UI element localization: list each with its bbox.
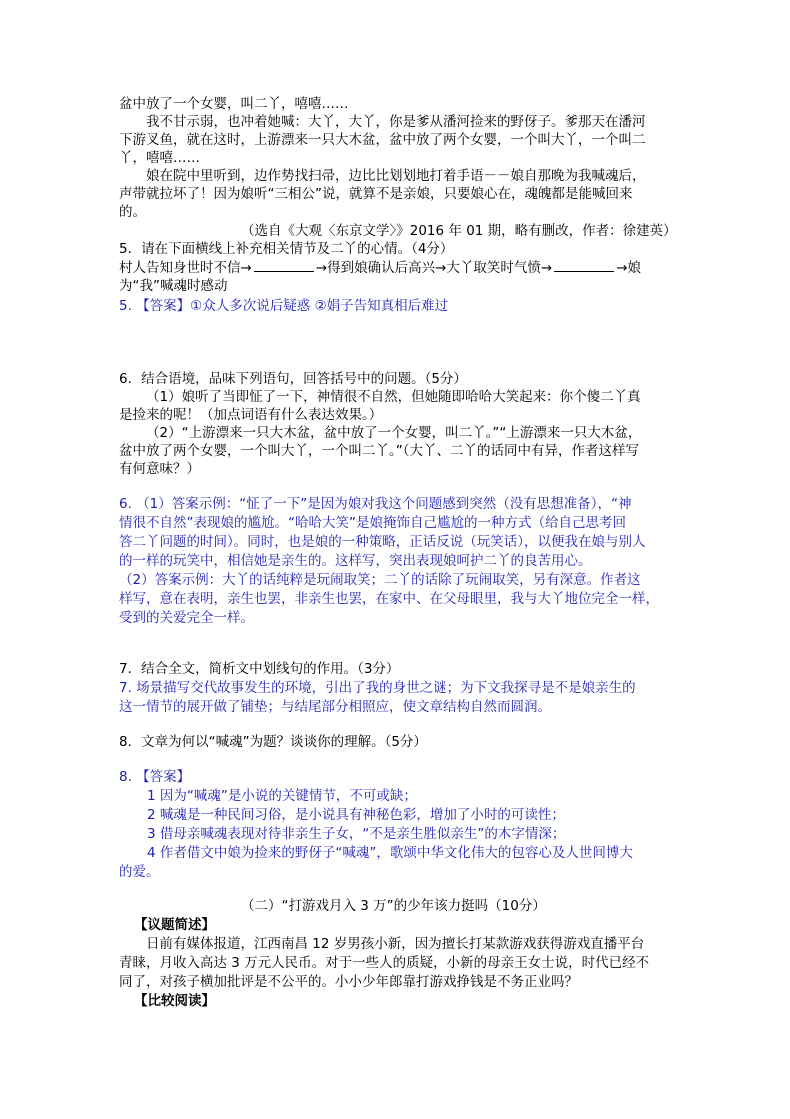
question-7-prompt: 7．结合全文，简析文中划线句的作用。（3分） <box>119 661 400 677</box>
section-2-intro: 日前有媒体报道，江西南昌 12 岁男孩小新，因为擅长打某款游戏获得游戏直播平台 <box>146 936 645 952</box>
question-6-answer: 的一样的玩笑中，相信她是亲生的。这样写，突出表现娘呵护二丫的良苦用心。 <box>119 553 592 569</box>
question-5-chain-end: 为“我”喊魂时感动 <box>119 278 228 294</box>
question-5-answer: 5. 【答案】①众人多次说后疑惑 ②娟子告知真相后难过 <box>119 298 449 314</box>
story-line: 娘在院中里听到，边作势找扫帚，边比比划划地打着手语－－娘自那晚为我喊魂后， <box>146 168 646 184</box>
question-6-sentence: 是捡来的呢！（加点词语有什么表达效果。） <box>119 407 383 423</box>
question-8-answer-item: 3 借母亲喊魂表现对待非亲生子女，“不是亲生胜似亲生”的木字情深； <box>147 826 566 842</box>
section-2-intro-label: 【议题简述】 <box>134 917 215 933</box>
section-2-compare-label: 【比较阅读】 <box>134 993 215 1009</box>
story-line: 声带就拉坏了！因为娘听“三相公”说，就算不是亲娘，只要娘心在，魂魄都是能喊回来 <box>119 186 633 202</box>
section-2-intro: 同了，对孩子横加批评是不公平的。小小少年郎靠打游戏挣钱是不务正业吗？ <box>119 974 578 990</box>
story-source: （选自《大观〈东京文学〉》2016 年 01 期，略有删改，作者：徐建英） <box>241 223 677 239</box>
story-line: 下游叉鱼，就在这时，上游漂来一只大木盆，盆中放了两个女婴，一个叫大丫，一个叫二 <box>119 132 646 148</box>
question-6-answer: （2）答案示例：大丫的话纯粹是玩闹取笑；二丫的话除了玩闹取笑，另有深意。作者这 <box>119 572 641 588</box>
question-6-answer: 样写，意在表明，亲生也罢，非亲生也罢，在家中、在父母眼里，我与大丫地位完全一样， <box>119 591 659 607</box>
question-5-chain <box>119 259 641 277</box>
chain-part: →得到娘确认后高兴→大丫取笑时气愤→ <box>315 260 553 276</box>
story-line: 我不甘示弱，也冲着她喊：大丫，大丫，你是爹从潘河捡来的野伢子。爹那天在潘河 <box>146 114 646 130</box>
question-6-answer: 情很不自然”表现娘的尴尬。“哈哈大笑”是娘掩饰自己尴尬的一种方式（给自己思考回 <box>119 515 626 531</box>
question-8-answer-item: 4 作者借文中娘为捡来的野伢子“喊魂”，歌颂中华文化伟大的包容心及人世间博大 <box>147 845 633 861</box>
story-line: 盆中放了一个女婴，叫二丫，嘻嘻…… <box>119 96 349 112</box>
question-7-answer: 7. 场景描写交代故事发生的环境，引出了我的身世之谜；为下文我探寻是不是娘亲生的 <box>119 680 636 696</box>
chain-part: →娘 <box>616 260 642 276</box>
question-6-answer: 受到的关爱完全一样。 <box>119 610 254 626</box>
question-5-prompt: 5．请在下面横线上补充相关情节及二丫的心情。（4分） <box>119 241 454 257</box>
story-line: 的。 <box>119 204 146 220</box>
chain-part: 村人告知身世时不信→ <box>119 260 252 276</box>
question-8-prompt: 8．文章为何以“喊魂”为题？谈谈你的理解。（5分） <box>119 734 427 750</box>
question-6-sentence: （1）娘听了当即怔了一下，神情很不自然，但她随即哈哈大笑起来：你个傻二丫真 <box>146 389 641 405</box>
question-6-sentence: 盆中放了两个女婴，一个叫大丫，一个叫二丫。”（大丫、二丫的话同中有异，作者这样写 <box>119 443 639 459</box>
question-8-answer-item: 2 喊魂是一种民间习俗，是小说具有神秘色彩，增加了小时的可读性； <box>147 807 565 823</box>
question-6-sentence: （2）“上游漂来一只大木盆，盆中放了一个女婴，叫二丫。”“上游漂来一只大木盆， <box>146 425 642 441</box>
question-6-prompt: 6．结合语境，品味下列语句，回答括号中的问题。（5分） <box>119 371 467 387</box>
section-2-intro: 青睐，月收入高达 3 万元人民币。对于一些人的质疑，小新的母亲王女士说，时代已经不 <box>119 955 650 971</box>
question-7-answer: 这一情节的展开做了铺垫；与结尾部分相照应，使文章结构自然而圆润。 <box>119 699 551 715</box>
question-6-answer: 6. （1）答案示例：“怔了一下”是因为娘对我这个问题感到突然（没有思想准备），“神 <box>119 496 632 512</box>
question-8-answer-item: 的爱。 <box>119 864 160 880</box>
question-8-answer-item: 1 因为“喊魂”是小说的关键情节，不可或缺； <box>147 788 417 804</box>
question-6-answer: 答二丫问题的时间）。同时，也是娘的一种策略，正话反说（玩笑话），以便我在娘与别人 <box>119 534 646 550</box>
answer-blank[interactable] <box>254 259 314 272</box>
question-6-sentence: 有何意味？） <box>119 461 200 477</box>
question-8-answer-head: 8. 【答案】 <box>119 769 191 785</box>
story-line: 丫，嘻嘻…… <box>119 150 200 166</box>
answer-blank[interactable] <box>554 259 614 272</box>
section-2-title: （二）“打游戏月入 3 万”的少年该力挺吗（10分） <box>241 898 546 914</box>
